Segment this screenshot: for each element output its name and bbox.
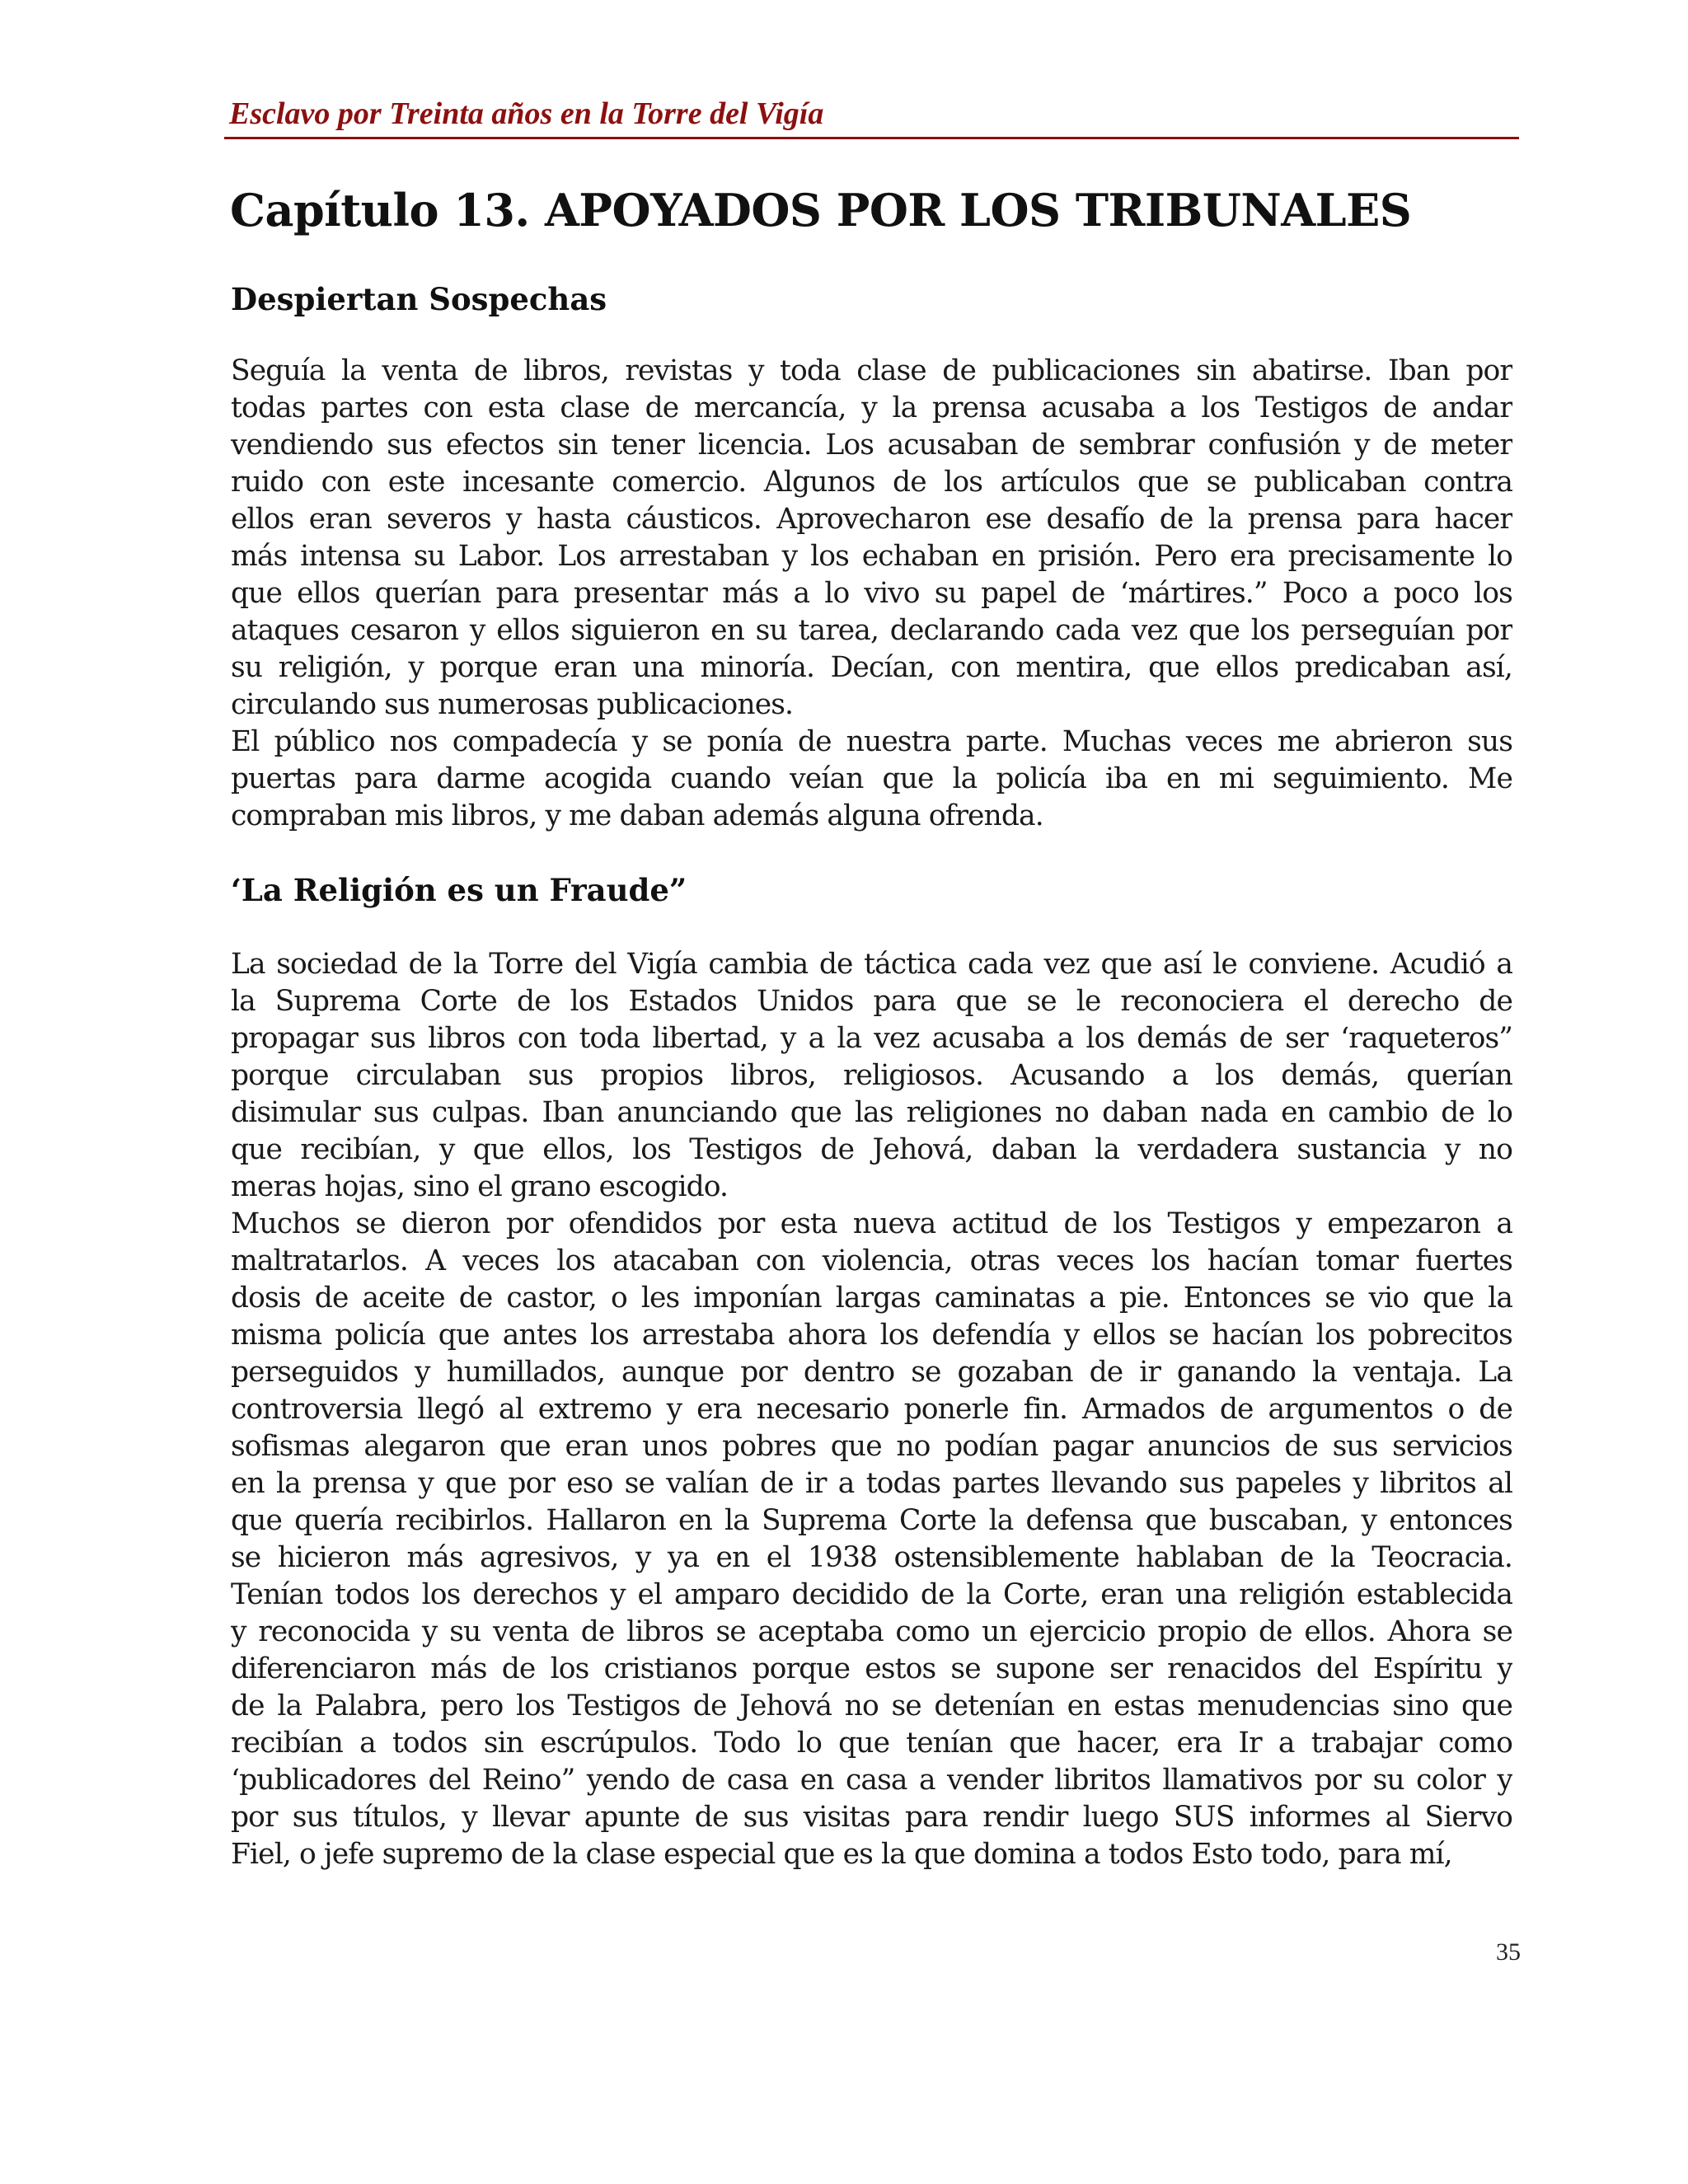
page-number: 35 [1496, 1938, 1521, 1966]
paragraph-line: y reconocida y su venta de libros se aceptaba como un ejercicio propio de ellos. Ahora se [231, 1615, 1512, 1648]
paragraph-line: El público nos compadecía y se ponía de nuestra parte. Muchas veces me abrieron sus [231, 725, 1512, 758]
paragraph [231, 724, 1512, 835]
paragraph-line: que ellos querían para presentar más a lo vivo su papel de ‘mártires.” Poco a poco los [231, 577, 1512, 610]
paragraph-line: se hicieron más agresivos, y ya en el 1938 ostensiblemente hablaban de la Teocracia. [231, 1541, 1512, 1574]
paragraph-line: ataques cesaron y ellos siguieron en su tarea, declarando cada vez que los perseguían por [231, 614, 1512, 647]
section-body [231, 353, 1512, 835]
paragraph-line: meras hojas, sino el grano escogido. [231, 1170, 729, 1203]
section-heading: ‘La Religión es un Fraude” [231, 872, 687, 908]
paragraph-line: misma policía que antes los arrestaba ahora los defendía y ellos se hacían los pobrecitos [231, 1319, 1512, 1352]
paragraph-line: porque circulaban sus propios libros, religiosos. Acusando a los demás, querían [231, 1059, 1512, 1092]
paragraph-line: ellos eran severos y hasta cáusticos. Aprovecharon ese desafío de la prensa para hacer [231, 503, 1512, 536]
paragraph [231, 946, 1512, 1206]
book-title: Esclavo por Treinta años en la Torre del Vigía [229, 96, 824, 131]
paragraph-line: Seguía la venta de libros, revistas y toda clase de publicaciones sin abatirse. Iban por [231, 354, 1512, 387]
paragraph-line: ‘publicadores del Reino” yendo de casa en casa a vender libritos llamativos por su color y [231, 1764, 1512, 1797]
paragraph-line: en la prensa y que por eso se valían de ir a todas partes llevando sus papeles y libritos al [231, 1467, 1512, 1500]
paragraph-line: sofismas alegaron que eran unos pobres que no podían pagar anuncios de sus servicios [231, 1430, 1512, 1463]
paragraph-line: maltratarlos. A veces los atacaban con violencia, otras veces los hacían tomar fuertes [231, 1244, 1512, 1277]
paragraph-line: más intensa su Labor. Los arrestaban y los echaban en prisión. Pero era precisamente lo [231, 540, 1512, 573]
chapter-title: Capítulo 13. APOYADOS POR LOS TRIBUNALES [230, 184, 1412, 237]
paragraph-line: La sociedad de la Torre del Vigía cambia de táctica cada vez que así le conviene. Acudió a [231, 948, 1512, 981]
paragraph-line: controversia llegó al extremo y era necesario ponerle fin. Armados de argumentos o de [231, 1393, 1512, 1426]
paragraph-line: recibían a todos sin escrúpulos. Todo lo que tenían que hacer, era Ir a trabajar como [231, 1727, 1512, 1760]
section-body [231, 946, 1512, 1873]
paragraph-line: diferenciaron más de los cristianos porque estos se supone ser renacidos del Espíritu y [231, 1652, 1512, 1685]
paragraph-line: Tenían todos los derechos y el amparo decidido de la Corte, eran una religión establecida [231, 1578, 1512, 1611]
paragraph [231, 1206, 1512, 1873]
paragraph-line: ruido con este incesante comercio. Algunos de los artículos que se publicaban contra [231, 466, 1512, 499]
paragraph-line: puertas para darme acogida cuando veían que la policía iba en mi seguimiento. Me [231, 762, 1512, 795]
paragraph-line: de la Palabra, pero los Testigos de Jehová no se detenían en estas menudencias sino que [231, 1690, 1512, 1722]
paragraph-line: circulando sus numerosas publicaciones. [231, 688, 794, 721]
paragraph [231, 353, 1512, 724]
section-heading: Despiertan Sospechas [231, 281, 607, 317]
header-rule [224, 137, 1519, 139]
paragraph-line: la Suprema Corte de los Estados Unidos para que se le reconociera el derecho de [231, 985, 1512, 1018]
paragraph-line: todas partes con esta clase de mercancía, y la prensa acusaba a los Testigos de andar [231, 391, 1512, 424]
paragraph-line: por sus títulos, y llevar apunte de sus visitas para rendir luego SUS informes al Siervo [231, 1801, 1512, 1834]
running-header [229, 92, 1519, 142]
paragraph-line: Fiel, o jefe supremo de la clase especial que es la que domina a todos Esto todo, para mí, [231, 1838, 1452, 1871]
paragraph-line: compraban mis libros, y me daban además alguna ofrenda. [231, 799, 1043, 832]
paragraph-line: vendiendo sus efectos sin tener licencia. Los acusaban de sembrar confusión y de meter [231, 429, 1512, 462]
paragraph-line: propagar sus libros con toda libertad, y a la vez acusaba a los demás de ser ‘raqueteros” [231, 1022, 1512, 1055]
paragraph-line: dosis de aceite de castor, o les imponían largas caminatas a pie. Entonces se vio que la [231, 1282, 1512, 1315]
paragraph-line: su religión, y porque eran una minoría. Decían, con mentira, que ellos predicaban así, [231, 651, 1512, 684]
paragraph-line: que recibían, y que ellos, los Testigos de Jehová, daban la verdadera sustancia y no [231, 1133, 1512, 1166]
paragraph-line: perseguidos y humillados, aunque por dentro se gozaban de ir ganando la ventaja. La [231, 1356, 1512, 1389]
paragraph-line: que quería recibirlos. Hallaron en la Suprema Corte la defensa que buscaban, y entonces [231, 1504, 1512, 1537]
paragraph-line: Muchos se dieron por ofendidos por esta nueva actitud de los Testigos y empezaron a [231, 1207, 1512, 1240]
paragraph-line: disimular sus culpas. Iban anunciando que las religiones no daban nada en cambio de lo [231, 1096, 1512, 1129]
